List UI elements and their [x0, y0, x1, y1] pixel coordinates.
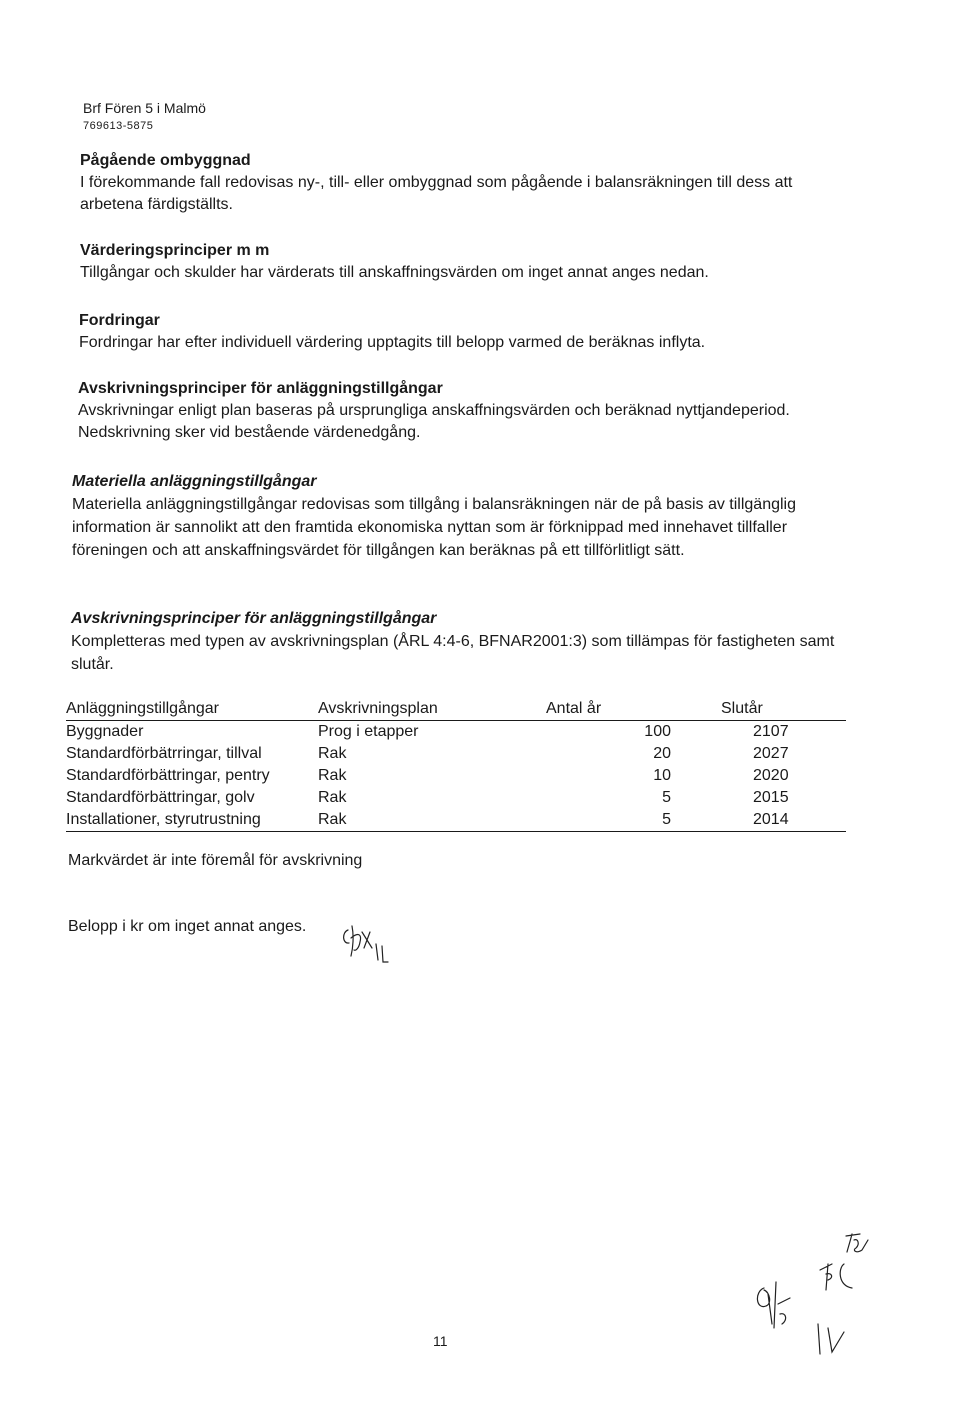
section-depreciation-supplement	[71, 607, 841, 676]
section-title: Pågående ombyggnad	[80, 152, 251, 169]
section-body: Avskrivningar enligt plan baseras på ursprungliga anskaffningsvärden och beräknad nyttjandeperiod. Nedskrivning sker vid bestående värdenedgång.	[78, 402, 790, 441]
section-valuation-principles	[80, 240, 840, 284]
years-cell: 5	[662, 789, 671, 806]
column-header-end-year: Slutår	[721, 700, 763, 717]
table-row	[66, 787, 846, 809]
land-value-note: Markvärdet är inte föremål för avskrivning	[68, 852, 363, 869]
section-title: Avskrivningsprinciper för anläggningstillgångar	[71, 610, 437, 627]
section-body: I förekommande fall redovisas ny-, till- eller ombyggnad som pågående i balansräkningen till dess att arbetena färdigställts.	[80, 174, 793, 213]
plan-cell: Rak	[318, 789, 347, 806]
section-body: Fordringar har efter individuell värdering upptagits till belopp varmed de beräknas inflyta.	[79, 334, 706, 351]
section-title: Materiella anläggningstillgångar	[72, 473, 317, 490]
column-header-years: Antal år	[546, 700, 602, 717]
asset-cell: Standardförbättringar, pentry	[66, 767, 270, 784]
section-title: Värderingsprinciper m m	[80, 242, 270, 259]
plan-cell: Rak	[318, 811, 347, 828]
section-receivables	[79, 310, 839, 354]
handwritten-initials-signature	[338, 918, 400, 968]
table-row	[66, 765, 846, 787]
table-row	[66, 809, 846, 832]
end-year-cell: 2015	[753, 789, 789, 806]
column-header-plan: Avskrivningsplan	[318, 700, 438, 717]
table-row	[66, 721, 846, 744]
organization-name: Brf Fören 5 i Malmö	[83, 100, 206, 116]
page-number: 11	[433, 1333, 448, 1349]
asset-cell: Byggnader	[66, 723, 144, 740]
years-cell: 100	[644, 723, 671, 740]
years-cell: 5	[662, 811, 671, 828]
handwritten-board-signatures	[748, 1228, 888, 1358]
plan-cell: Rak	[318, 767, 347, 784]
asset-cell: Installationer, styrutrustning	[66, 811, 261, 828]
section-body: Kompletteras med typen av avskrivningsplan (ÅRL 4:4-6, BFNAR2001:3) som tillämpas för fastigheten samt slutår.	[71, 633, 835, 673]
asset-depreciation-table	[66, 698, 846, 832]
plan-cell: Prog i etapper	[318, 723, 419, 740]
end-year-cell: 2107	[753, 723, 789, 740]
section-body: Tillgångar och skulder har värderats till anskaffningsvärden om inget annat anges nedan.	[80, 264, 709, 281]
end-year-cell: 2014	[753, 811, 789, 828]
section-depreciation-principles	[78, 378, 838, 444]
amounts-note: Belopp i kr om inget annat anges.	[68, 918, 307, 935]
column-header-asset: Anläggningstillgångar	[66, 700, 219, 717]
end-year-cell: 2027	[753, 745, 789, 762]
plan-cell: Rak	[318, 745, 347, 762]
section-tangible-assets	[72, 470, 842, 562]
years-cell: 20	[653, 745, 671, 762]
section-title: Fordringar	[79, 312, 160, 329]
section-body: Materiella anläggningstillgångar redovisas som tillgång i balansräkningen när de på basis av tillgänglig information är sannolikt att den framtida ekonomiska nyttan som är förknippad med innehavet tillfaller föreningen och att anskaffningsvärdet för tillgången kan beräknas på ett tillförlitligt sätt.	[72, 496, 796, 559]
years-cell: 10	[653, 767, 671, 784]
table-header-row	[66, 698, 846, 721]
asset-cell: Standardförbätrringar, tillval	[66, 745, 262, 762]
end-year-cell: 2020	[753, 767, 789, 784]
table-row	[66, 743, 846, 765]
section-ongoing-construction	[80, 150, 840, 216]
section-title: Avskrivningsprinciper för anläggningstillgångar	[78, 380, 443, 397]
asset-cell: Standardförbättringar, golv	[66, 789, 255, 806]
organization-number: 769613-5875	[83, 120, 154, 132]
